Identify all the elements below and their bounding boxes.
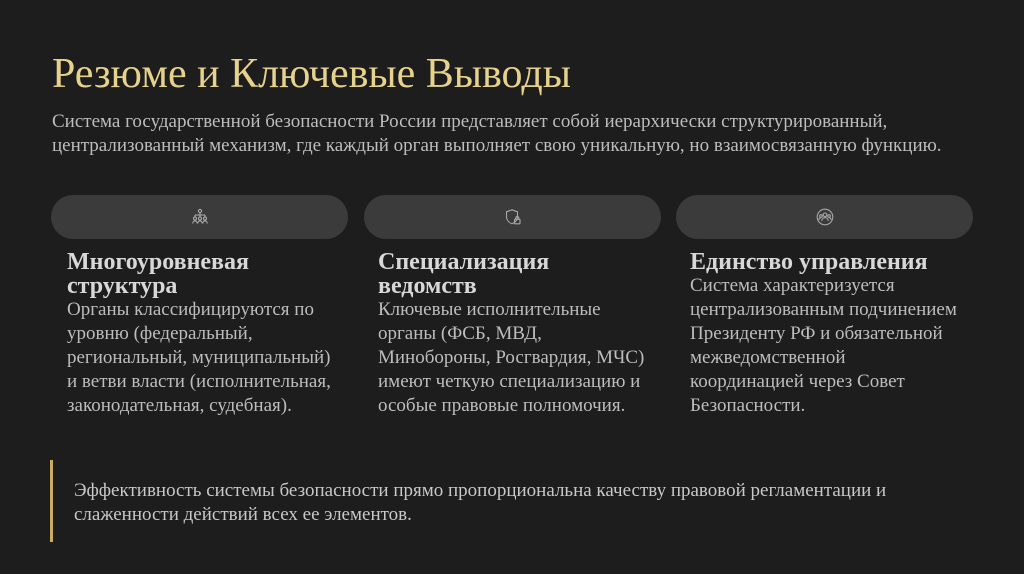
conclusion-text: Эффективность системы безопасности прямо пропорциональна качеству правовой регламентации и слаженности действий всех ее элементов.: [74, 480, 887, 525]
card-multilevel-structure: [67, 250, 337, 418]
card-3-icon-pill: [676, 195, 973, 239]
card-unified-management: [690, 250, 960, 418]
card-heading: Единство управления: [690, 249, 928, 275]
card-agency-specialization: [378, 250, 648, 418]
slide-title: Резюме и Ключевые Выводы: [52, 51, 571, 97]
shield-lock-icon: [504, 208, 522, 226]
group-icon: [816, 208, 834, 226]
card-text: Органы классифицируются по уровню (федеральный, региональный, муниципальный) и ветви власти (исполнительная, законодательная, судебная).: [67, 299, 331, 416]
intro-paragraph: Система государственной безопасности России представляет собой иерархически структурированный, централизованный механизм, где каждый орган выполняет свою уникальную, но взаимосвязанную функцию.: [52, 111, 942, 156]
hierarchy-icon: [191, 208, 209, 226]
card-text: Ключевые исполнительные органы (ФСБ, МВД, Минобороны, Росгвардия, МЧС) имеют четкую специализацию и особые правовые полномочия.: [378, 299, 645, 416]
card-1-icon-pill: [51, 195, 348, 239]
conclusion-callout: [50, 460, 993, 542]
card-text: Система характеризуется централизованным подчинением Президенту РФ и обязательной межведомственной координацией через Совет Безопасности.: [690, 275, 957, 416]
card-heading: Специализация ведомств: [378, 249, 550, 299]
card-2-icon-pill: [364, 195, 661, 239]
card-heading: Многоуровневая структура: [67, 249, 250, 299]
